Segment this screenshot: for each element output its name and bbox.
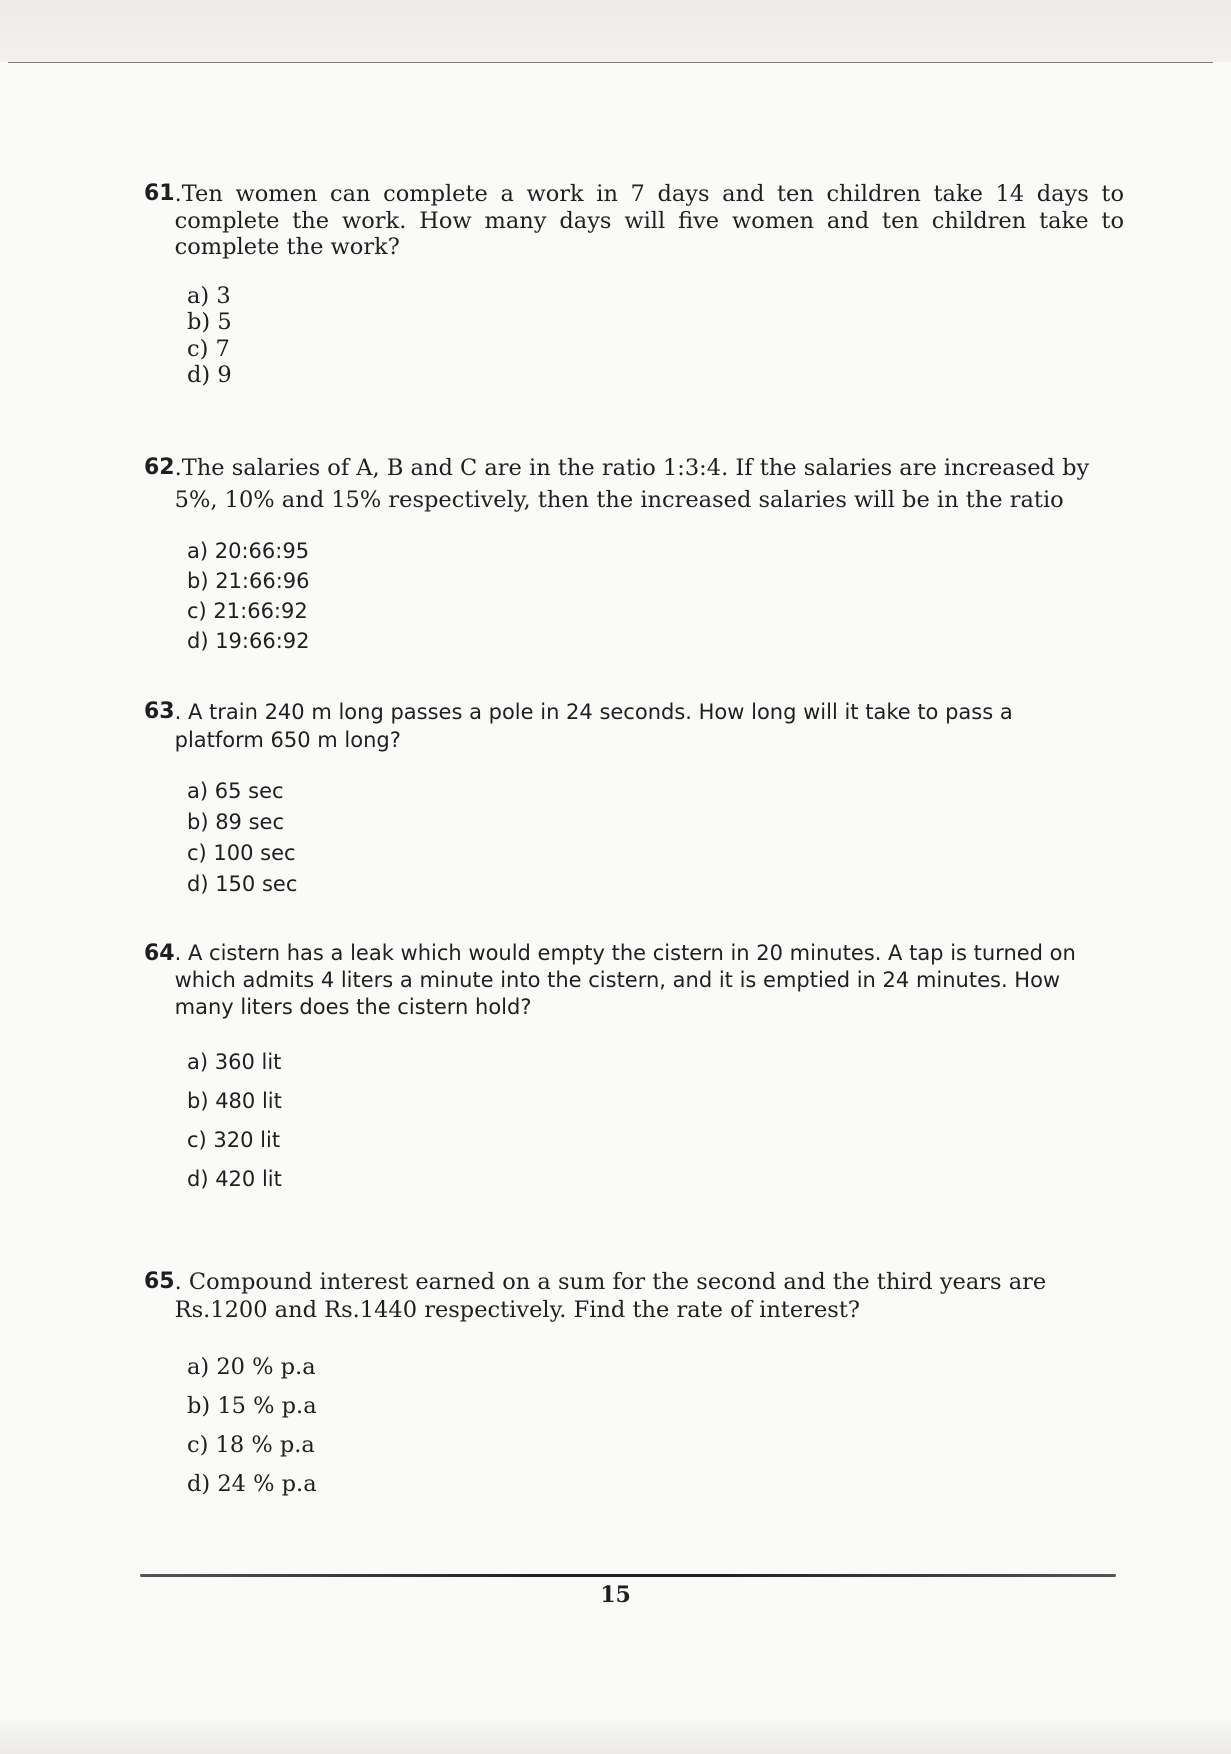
question-text: . A cistern has a leak which would empty the cistern in 20 minutes. A tap is turned on which admits 4 liters a minute into the cistern, and it is emptied in 24 minutes. How many liters does the cistern hold? [174,941,1076,1019]
question-number: 61 [144,181,175,206]
option: b) 5 [187,309,232,335]
option: c) 100 sec [187,841,296,865]
question-65 [144,1268,1074,1504]
page-number: 15 [600,1582,631,1608]
scan-bottom-margin [0,1720,1231,1754]
question-64 [144,940,1119,1199]
option: b) 15 % p.a [187,1393,317,1419]
option: a) 20 % p.a [187,1354,316,1380]
option: c) 7 [187,335,230,362]
question-number: 63 [144,699,175,724]
option-list [144,1043,1119,1199]
question-number: 65 [144,1269,175,1294]
option-list [144,536,1124,656]
scan-top-margin [0,0,1231,62]
question-number: 62 [144,455,175,480]
question-63 [144,698,1084,900]
footer-rule [140,1574,1116,1577]
option: d) 9 [187,362,232,388]
option: b) 21:66:96 [187,569,310,593]
top-rule [8,62,1213,63]
option: b) 89 sec [187,810,285,834]
option: d) 19:66:92 [187,629,310,653]
option-list [144,283,1124,389]
option: c) 21:66:92 [187,599,308,623]
option: d) 420 lit [187,1167,282,1191]
option: a) 3 [187,282,231,309]
question-61 [144,181,1124,389]
option: d) 24 % p.a [187,1471,317,1497]
option: b) 480 lit [187,1089,282,1113]
question-text: . Compound interest earned on a sum for the second and the third years are Rs.1200 and Rs.1440 respectively. Find the rate of interest? [174,1269,1047,1323]
option: c) 320 lit [187,1128,281,1152]
option-list [144,1348,1074,1504]
option-list [144,776,1084,900]
question-number: 64 [144,941,175,966]
option: a) 65 sec [187,779,284,803]
option: d) 150 sec [187,872,298,896]
option: a) 20:66:95 [187,539,310,563]
option: a) 360 lit [187,1050,282,1074]
question-text: . A train 240 m long passes a pole in 24 seconds. How long will it take to pass a platform 650 m long? [174,700,1013,752]
question-62 [144,452,1124,656]
question-text: .Ten women can complete a work in 7 days and ten children take 14 days to complete the work. How many days will five women and ten children take to complete the work? [174,181,1124,260]
option: c) 18 % p.a [187,1432,315,1458]
question-text: .The salaries of A, B and C are in the ratio 1:3:4. If the salaries are increased by 5%, 10% and 15% respectively, then the increased salaries will be in the ratio [174,455,1090,513]
